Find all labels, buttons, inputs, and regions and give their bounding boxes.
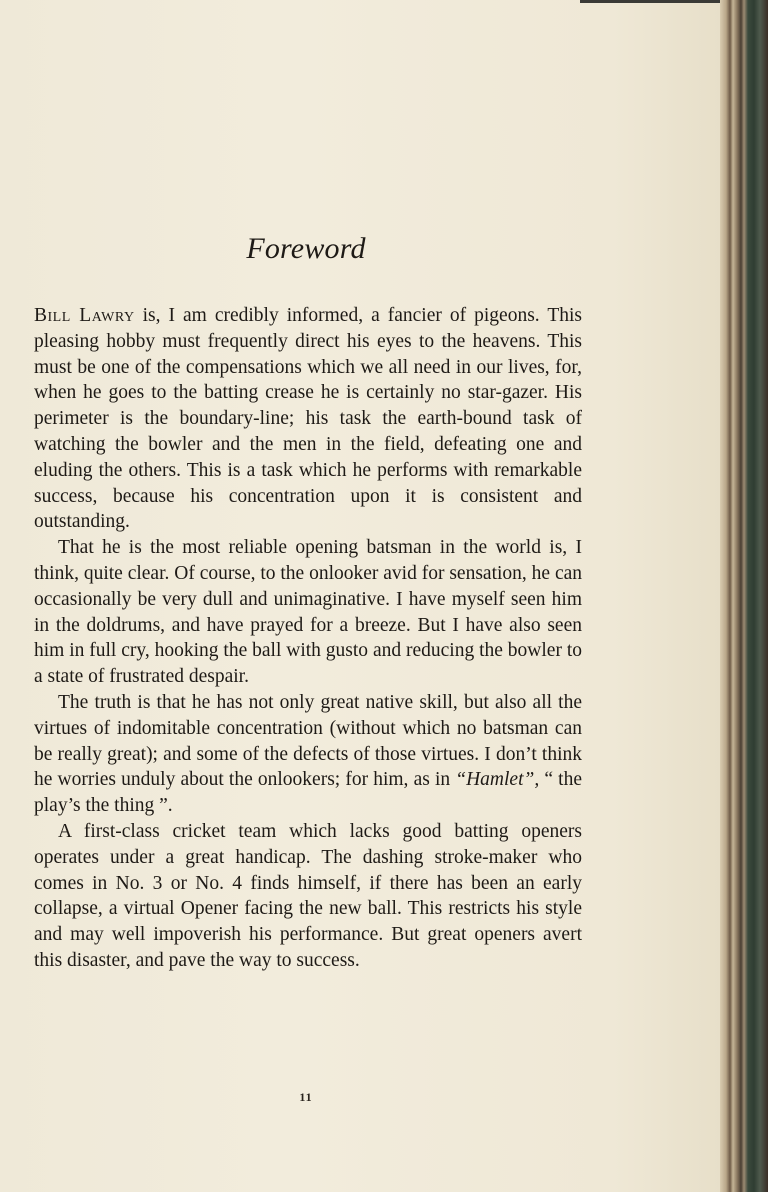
hamlet-title: “Hamlet”, xyxy=(455,769,540,791)
paragraph-3-text-before: The truth is that he has not only great native skill, but also all the virtues of indomitable concentration (without which no batsman can be really great); and some of the defects of those virtues. I don’t think he worries unduly about the onlookers; for him, as in xyxy=(34,691,582,791)
paragraph-3 xyxy=(34,690,582,819)
paragraph-1-text: is, I am credibly informed, a fancier of pigeons. This pleasing hobby must frequently direct his eyes to the heavens. This must be one of the compensations which we all need in our lives, for, when he goes to the batting crease he is certainly no star-gazer. His perimeter is the boundary-line; his task the earth-bound task of watching the bowler and the men in the field, defeating one and eluding the others. This is a task which he performs with remarkable success, because his concentration upon it is consistent and outstanding. xyxy=(34,305,583,533)
paragraph-4: A first-class cricket team which lacks good batting openers operates under a great handicap. The dashing stroke-maker who comes in No. 3 or No. 4 finds himself, if there has been an early collapse, a virtual Opener facing the new ball. This restricts his style and may well impoverish his performance. But great openers avert this disaster, and pave the way to success. xyxy=(34,820,582,971)
body-text xyxy=(34,303,582,974)
book-page-edges xyxy=(720,0,768,1192)
chapter-title: Foreword xyxy=(246,232,366,265)
paragraph-lead-name: Bill Lawry xyxy=(34,305,135,326)
paragraph-2: That he is the most reliable opening batsman in the world is, I think, quite clear. Of course, to the onlooker avid for sensation, he can occasionally be very dull and unimaginative. I have myself seen him in the doldrums, and have prayed for a breeze. But I have also seen him in full cry, hooking the ball with gusto and reducing the bowler to a state of frustrated despair. xyxy=(34,537,582,688)
paragraph-1 xyxy=(34,303,582,535)
paragraph-3-text-after: “ the play’s the thing ”. xyxy=(34,769,582,817)
page-number: 11 xyxy=(299,1090,313,1104)
page-top-rule xyxy=(580,0,720,3)
